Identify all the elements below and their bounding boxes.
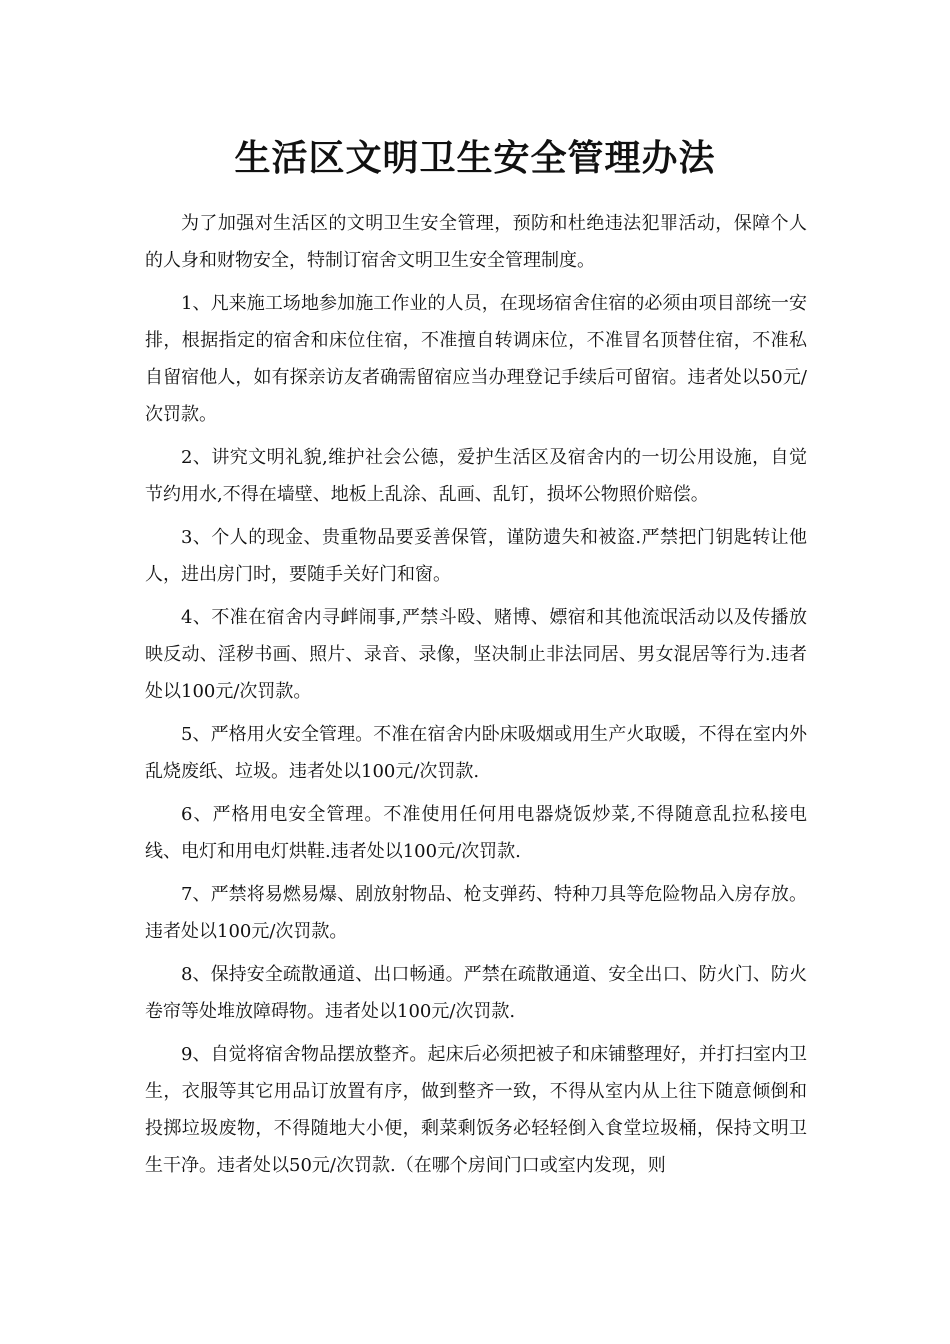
rule-paragraph-6: 6、严格用电安全管理。不准使用任何用电器烧饭炒菜,不得随意乱拉私接电线、电灯和用电灯烘鞋.违者处以100元/次罚款.	[145, 804, 807, 862]
rule-paragraph-3: 3、个人的现金、贵重物品要妥善保管，谨防遗失和被盗.严禁把门钥匙转让他人，进出房门时，要随手关好门和窗。	[145, 527, 807, 585]
rule-paragraph-5: 5、严格用火安全管理。不准在宿舍内卧床吸烟或用生产火取暖，不得在室内外乱烧废纸、垃圾。违者处以100元/次罚款.	[145, 724, 807, 782]
rule-paragraph-4: 4、不准在宿舍内寻衅闹事,严禁斗殴、赌博、嫖宿和其他流氓活动以及传播放映反动、淫秽书画、照片、录音、录像，坚决制止非法同居、男女混居等行为.违者处以100元/次罚款。	[145, 607, 807, 702]
intro-paragraph: 为了加强对生活区的文明卫生安全管理，预防和杜绝违法犯罪活动，保障个人的人身和财物安全，特制订宿舍文明卫生安全管理制度。	[145, 213, 807, 271]
rule-paragraph-1: 1、凡来施工场地参加施工作业的人员，在现场宿舍住宿的必须由项目部统一安排，根据指定的宿舍和床位住宿，不准擅自转调床位，不准冒名顶替住宿，不准私自留宿他人，如有探亲访友者确需留宿应当办理登记手续后可留宿。违者处以50元/次罚款。	[145, 293, 807, 425]
document-body	[145, 205, 807, 1190]
document-title: 生活区文明卫生安全管理办法	[234, 137, 716, 179]
rule-paragraph-9: 9、自觉将宿舍物品摆放整齐。起床后必须把被子和床铺整理好，并打扫室内卫生，衣服等其它用品订放置有序，做到整齐一致，不得从室内从上往下随意倾倒和投掷垃圾废物，不得随地大小便，剩菜剩饭务必轻轻倒入食堂垃圾桶，保持文明卫生干净。违者处以50元/次罚款.（在哪个房间门口或室内发现，则	[145, 1044, 807, 1176]
rule-paragraph-7: 7、严禁将易燃易爆、剧放射物品、枪支弹药、特种刀具等危险物品入房存放。违者处以100元/次罚款。	[145, 884, 807, 942]
rule-paragraph-2: 2、讲究文明礼貌,维护社会公德，爱护生活区及宿舍内的一切公用设施，自觉节约用水,不得在墙壁、地板上乱涂、乱画、乱钉，损坏公物照价赔偿。	[145, 447, 807, 505]
rule-paragraph-8: 8、保持安全疏散通道、出口畅通。严禁在疏散通道、安全出口、防火门、防火卷帘等处堆放障碍物。违者处以100元/次罚款.	[145, 964, 807, 1022]
